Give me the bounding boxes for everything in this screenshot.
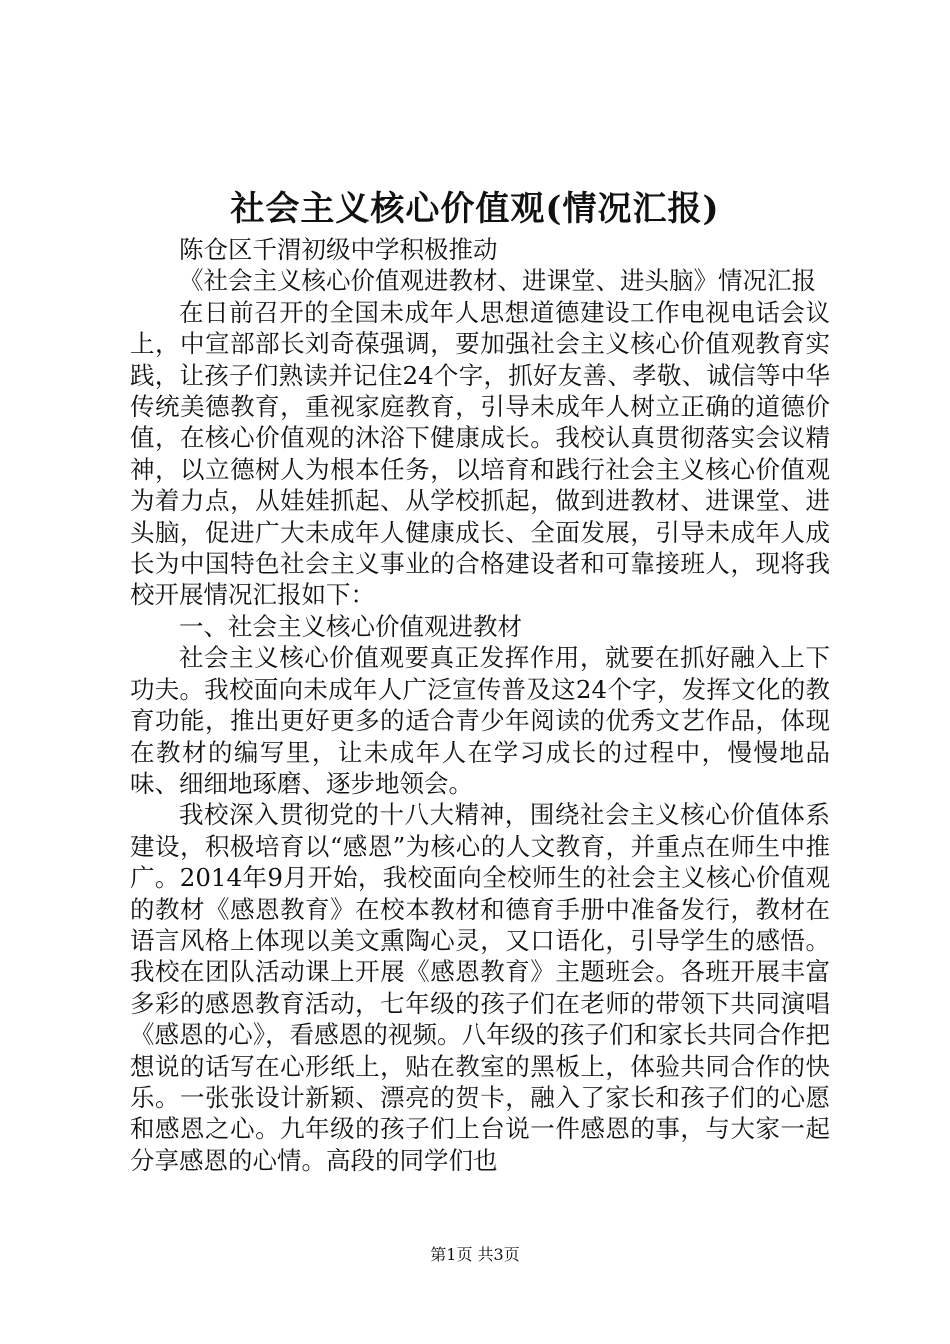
paragraph-section-1: 社会主义核心价值观要真正发挥作用，就要在抓好融入上下功夫。我校面向未成年人广泛宣传普及这24个字，发挥文化的教育功能，推出更好更多的适合青少年阅读的优秀文艺作品，体现在教材的编写里，让未成年人在学习成长的过程中，慢慢地品味、细细地琢磨、逐步地领会。 xyxy=(130,643,830,798)
document-title: 社会主义核心价值观(情况汇报) xyxy=(230,189,720,229)
paragraph-gratitude-education: 我校深入贯彻党的十八大精神，围绕社会主义核心价值体系建设，积极培育以“感恩”为核心的人文教育，并重点在师生中推广。2014年9月开始，我校面向全校师生的社会主义核心价值观的教材《感恩教育》在校本教材和德育手册中准备发行，教材在语言风格上体现以美文熏陶心灵，又口语化，引导学生的感悟。我校在团队活动课上开展《感恩教育》主题班会。各班开展丰富多彩的感恩教育活动，七年级的孩子们在老师的带领下共同演唱《感恩的心》，看感恩的视频。八年级的孩子们和家长共同合作把想说的话写在心形纸上，贴在教室的黑板上，体验共同合作的快乐。一张张设计新颖、漂亮的贺卡，融入了家长和孩子们的心愿和感恩之心。九年级的孩子们上台说一件感恩的事，与大家一起分享感恩的心情。高段的同学们也 xyxy=(130,800,830,1175)
document-body xyxy=(130,234,830,1176)
paragraph-school: 陈仓区千渭初级中学积极推动 xyxy=(179,235,498,264)
paragraph-report-title: 《社会主义核心价值观进教材、进课堂、进头脑》情况汇报 xyxy=(179,266,816,296)
section-heading-1: 一、社会主义核心价值观进教材 xyxy=(179,611,522,641)
page-number: 第1页 共3页 xyxy=(430,1245,520,1264)
paragraph-intro: 在日前召开的全国未成年人思想道德建设工作电视电话会议上，中宣部部长刘奇葆强调，要加强社会主义核心价值观教育实践，让孩子们熟读并记住24个字，抓好友善、孝敬、诚信等中华传统美德教育，重视家庭教育，引导未成年人树立正确的道德价值，在核心价值观的沐浴下健康成长。我校认真贯彻落实会议精神，以立德树人为根本任务，以培育和践行社会主义核心价值观为着力点，从娃娃抓起、从学校抓起，做到进教材、进课堂、进头脑，促进广大未成年人健康成长、全面发展，引导未成年人成长为中国特色社会主义事业的合格建设者和可靠接班人，现将我校开展情况汇报如下： xyxy=(130,297,830,610)
